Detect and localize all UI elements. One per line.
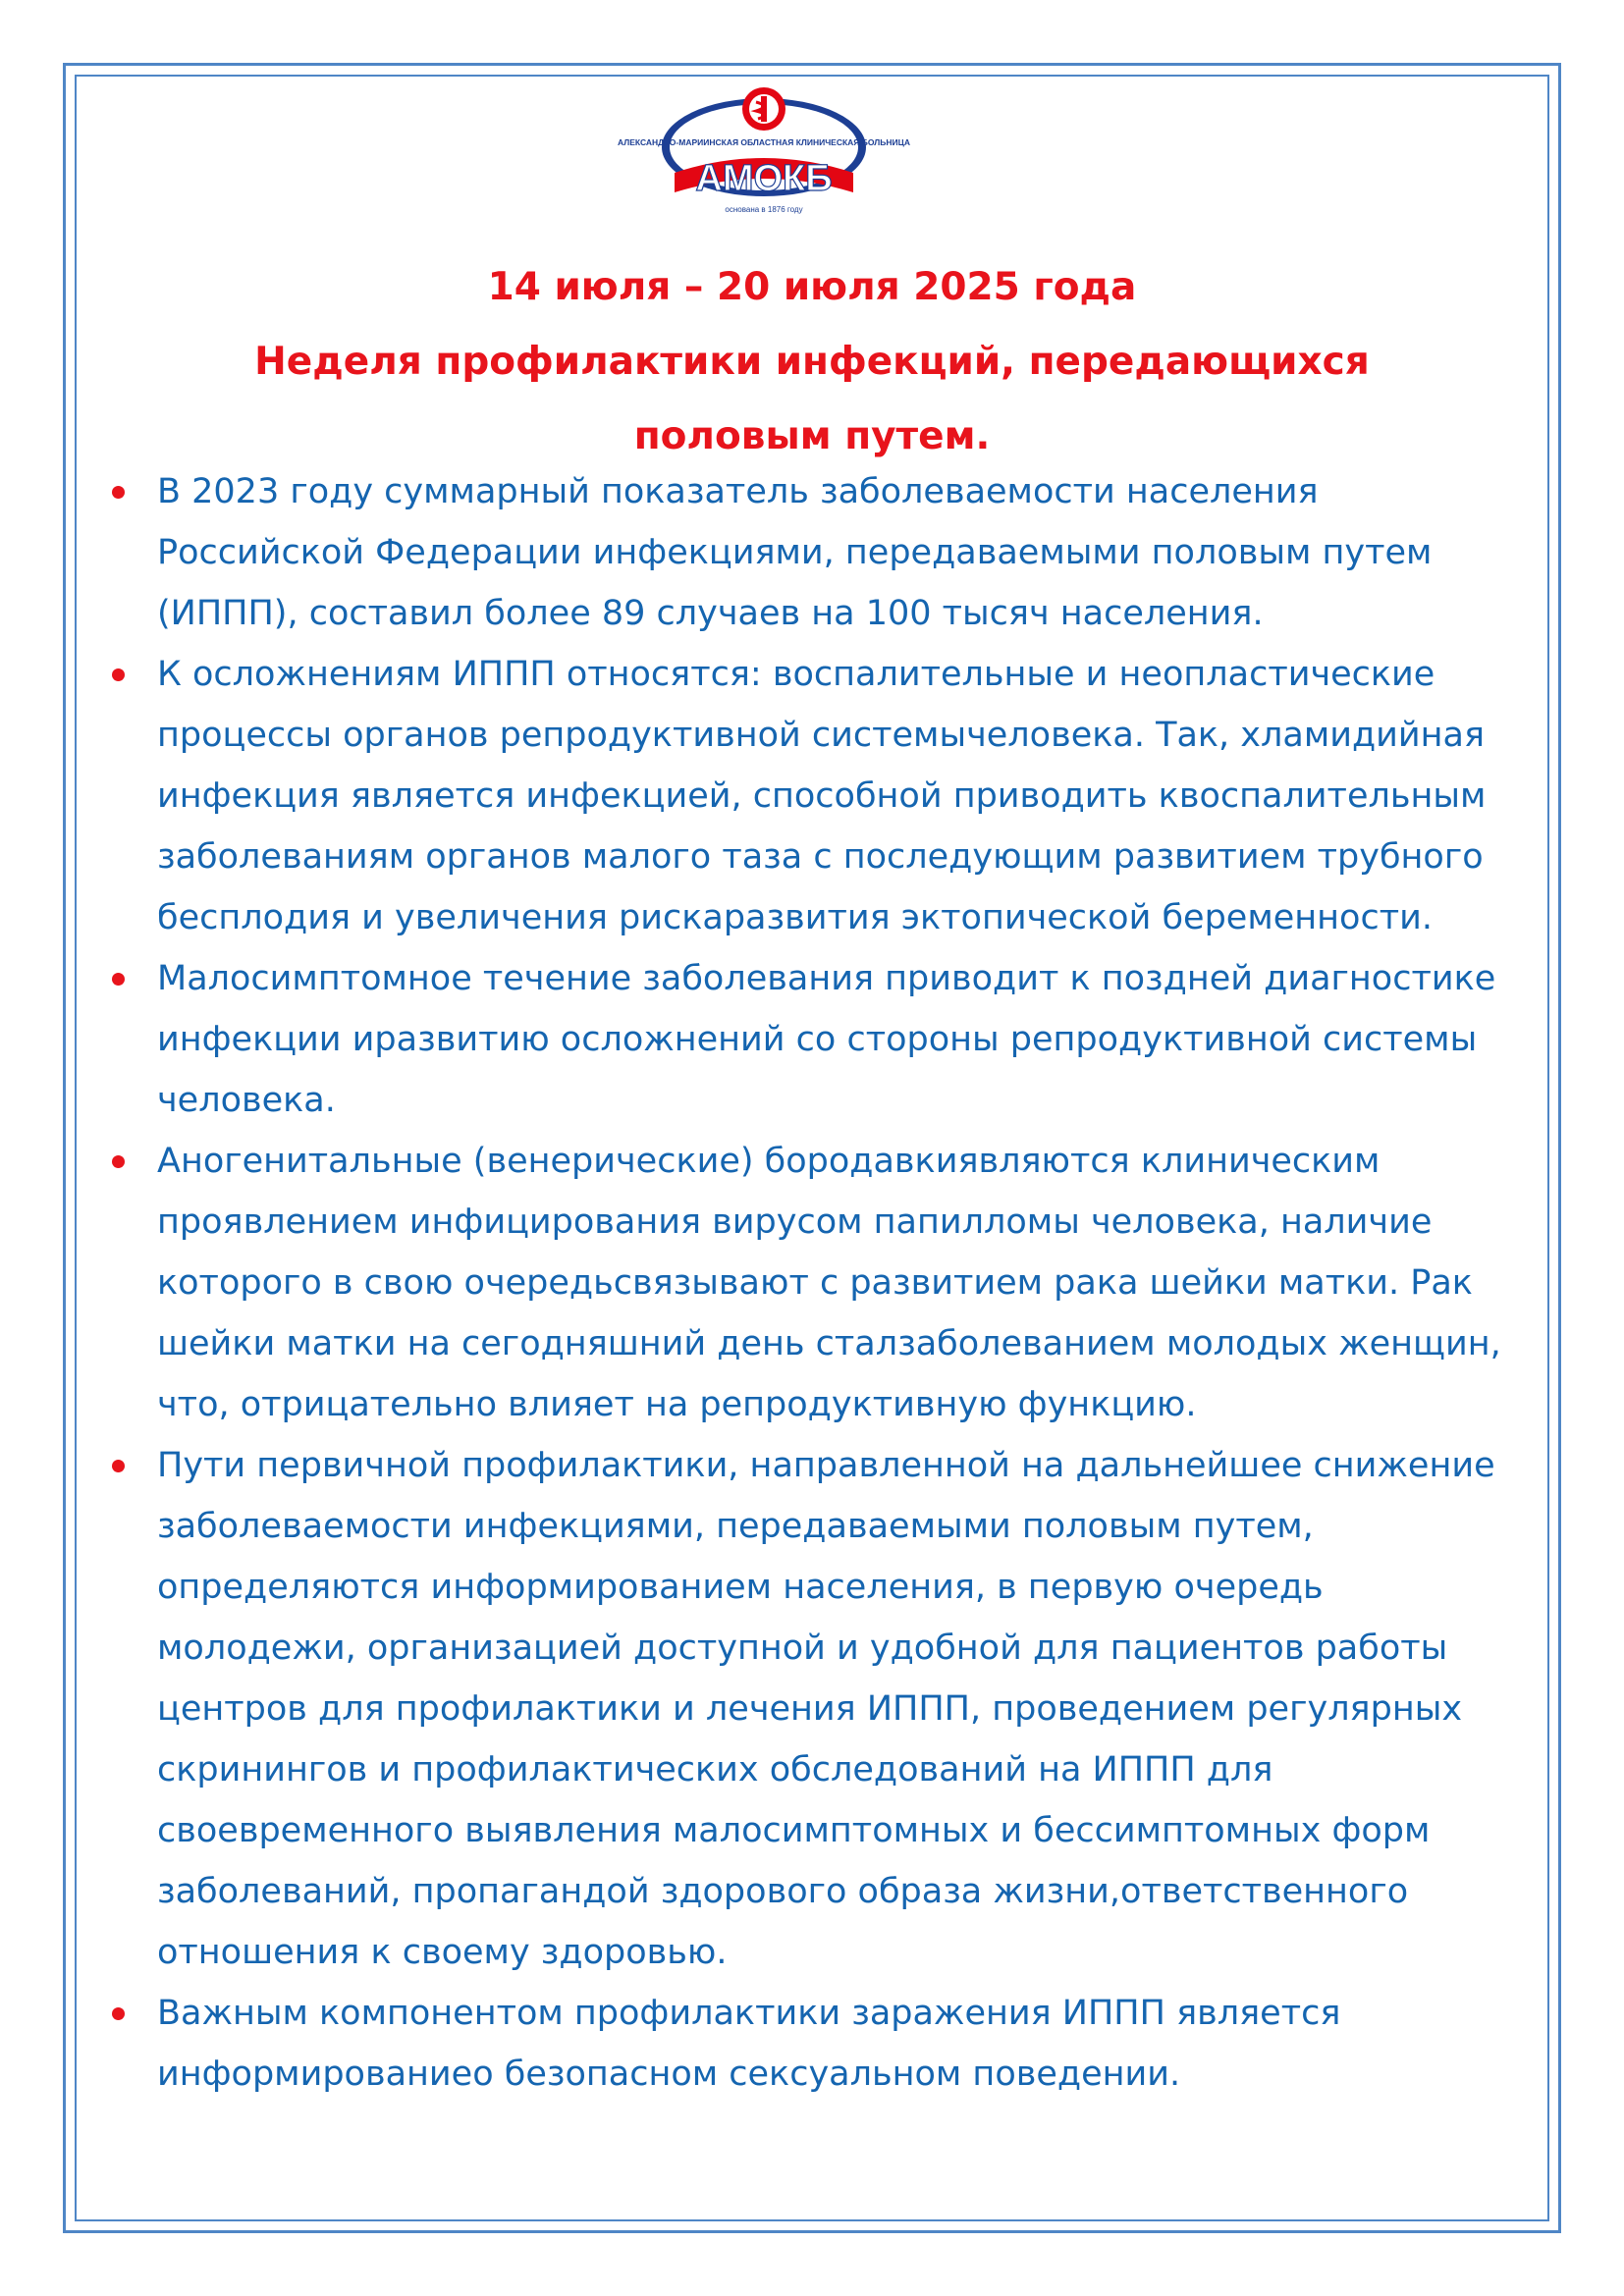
list-item-text: К осложнениям ИППП относятся: воспалительные и неопластические процессы органов репродуктивной системычеловека. Так, хламидийная инфекция является инфекцией, способной приводить квоспалительным заболеваниям органов малого таза с последующим развитием трубного бесплодия и увеличения рискаразвития эктопической беременности. (157, 655, 1487, 937)
bullet-icon (112, 1155, 125, 1168)
bullet-icon (112, 1460, 125, 1472)
bullet-icon (112, 973, 125, 986)
list-item-text: Аногенитальные (венерические) бородавкиявляются клиническим проявлением инфицирования вирусом папилломы человека, наличие которого в свою очередьсвязывают с развитием рака шейки матки. Рак шейки матки на сегодняшний день сталзаболеванием молодых женщин, что, отрицательно влияет на репродуктивную функцию. (157, 1142, 1501, 1424)
bullet-icon (112, 668, 125, 681)
list-item (108, 461, 1522, 644)
list-item (108, 1983, 1522, 2105)
page-title-line-2: половым путем. (633, 414, 991, 458)
date-range: 14 июля – 20 июля 2025 года (487, 265, 1137, 309)
list-item-text: Малосимптомное течение заболевания приводит к поздней диагностике инфекции иразвитию осложнений со стороны репродуктивной системы человека. (157, 959, 1496, 1120)
list-item (108, 1131, 1522, 1435)
bullet-icon (112, 486, 125, 499)
list-item-text: Пути первичной профилактики, направленной на дальнейшее снижение заболеваемости инфекциями, передаваемыми половым путем, определяются информированием населения, в первую очередь молодежи, организацией доступной и удобной для пациентов работы центров для профилактики и лечения ИППП, проведением регулярных скринингов и профилактических обследований на ИППП для своевременного выявления малосимптомных и бессимптомных форм заболеваний, пропагандой здорового образа жизни,ответственного отношения к своему здоровью. (157, 1446, 1495, 1972)
list-item (108, 1435, 1522, 1983)
list-item-text: В 2023 году суммарный показатель заболеваемости населения Российской Федерации инфекциями, передаваемыми половым путем (ИППП), составил более 89 случаев на 100 тысяч населения. (157, 472, 1433, 633)
list-item (108, 644, 1522, 948)
logo-founded: основана в 1876 году (725, 205, 803, 214)
bullet-list (108, 461, 1522, 2105)
title-block (157, 250, 1467, 474)
page-title-line-1: Неделя профилактики инфекций, передающихся (254, 340, 1370, 384)
bullet-icon (112, 2007, 125, 2020)
logo-arc-text: АЛЕКСАНДРО-МАРИИНСКАЯ ОБЛАСТНАЯ КЛИНИЧЕСКАЯ БОЛЬНИЦА (618, 137, 910, 147)
list-item-text: Важным компонентом профилактики заражения ИППП является информированиео безопасном сексуальном поведении. (157, 1994, 1341, 2094)
logo-name: АМОКБ (695, 158, 833, 199)
list-item (108, 948, 1522, 1131)
hospital-logo (618, 82, 910, 220)
